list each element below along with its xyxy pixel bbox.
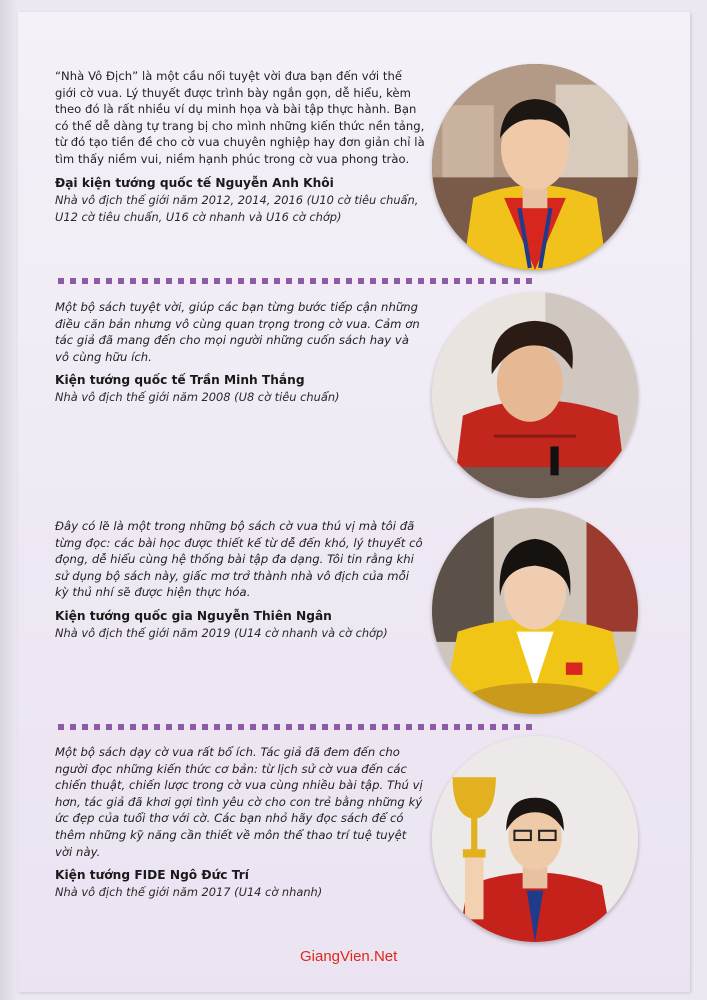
testimonial-author-name: Đại kiện tướng quốc tế Nguyễn Anh Khôi [55,175,334,190]
testimonial-author-name: Kiện tướng quốc gia Nguyễn Thiên Ngân [55,608,332,623]
section-divider [58,278,536,284]
portrait-photo-2 [432,292,638,498]
watermark: GiangVien.Net [300,948,398,965]
portrait-photo-1 [432,64,638,270]
testimonial-quote: “Nhà Vô Địch” là một cầu nối tuyệt vời đưa bạn đến với thế giới cờ vua. Lý thuyết được trình bày ngắn gọn, dễ hiểu, kèm theo đó là rất nhiều ví dụ minh họa và bài tập thực hành. Bạn có thể dễ dàng tự trang bị cho mình những kiến thức nền tảng, từ đó tạo tiền đề cho cờ vua chuyên nghiệp hay đơn giản chỉ là tìm thấy niềm vui, niềm hạnh phúc trong cờ vua phong trào. [55,69,425,166]
section-divider [58,724,536,730]
portrait-photo-4 [432,736,638,942]
testimonial-quote: Đây có lẽ là một trong những bộ sách cờ vua thú vị mà tôi đã từng đọc: các bài học được thiết kế từ dễ đến khó, lý thuyết cô đọng, dễ hiểu cùng hệ thống bài tập đa dạng. Tôi tin rằng khi sử dụng bộ sách này, giấc mơ trở thành nhà vô địch của mỗi kỳ thủ nhí sẽ được hiện thực hóa. [55,519,423,600]
testimonial-quote: Một bộ sách tuyệt vời, giúp các bạn từng bước tiếp cận những điều căn bản nhưng vô cùng quan trọng trong cờ vua. Cảm ơn tác giả đã mang đến cho mọi người những cuốn sách hay và vô cùng hữu ích. [55,300,420,364]
testimonial-author-name: Kiện tướng quốc tế Trần Minh Thắng [55,373,305,388]
testimonial-2 [55,299,425,406]
testimonial-author-title: Nhà vô địch thế giới năm 2012, 2014, 2016 (U10 cờ tiêu chuẩn, U12 cờ tiêu chuẩn, U16 cờ nhanh và U16 cờ chớp) [55,192,419,224]
portrait-photo-3 [432,508,638,714]
testimonial-4 [55,744,425,901]
testimonial-author-title: Nhà vô địch thế giới năm 2008 (U8 cờ tiêu chuẩn) [55,390,340,405]
testimonial-1 [55,68,425,226]
testimonial-author-title: Nhà vô địch thế giới năm 2019 (U14 cờ nhanh và cờ chớp) [55,625,388,640]
testimonial-author-title: Nhà vô địch thế giới năm 2017 (U14 cờ nhanh) [55,885,323,900]
testimonial-author-name: Kiện tướng FIDE Ngô Đức Trí [55,868,249,883]
testimonial-3 [55,518,425,642]
book-spine [0,0,18,1000]
testimonial-quote: Một bộ sách dạy cờ vua rất bổ ích. Tác giả đã đem đến cho người đọc những kiến thức cơ bản: từ lịch sử cờ vua đến các chiến thuật, chiến lược trong cờ vua cùng nhiều bài tập. Thú vị hơn, tác giả đã khơi gợi tình yêu cờ cho con trẻ bằng những ký ức đẹp của tuổi thơ với cờ. Các bạn nhỏ hãy đọc sách để có thêm những kỹ năng cần thiết về môn thể thao trí tuệ tuyệt vời này. [55,745,423,859]
